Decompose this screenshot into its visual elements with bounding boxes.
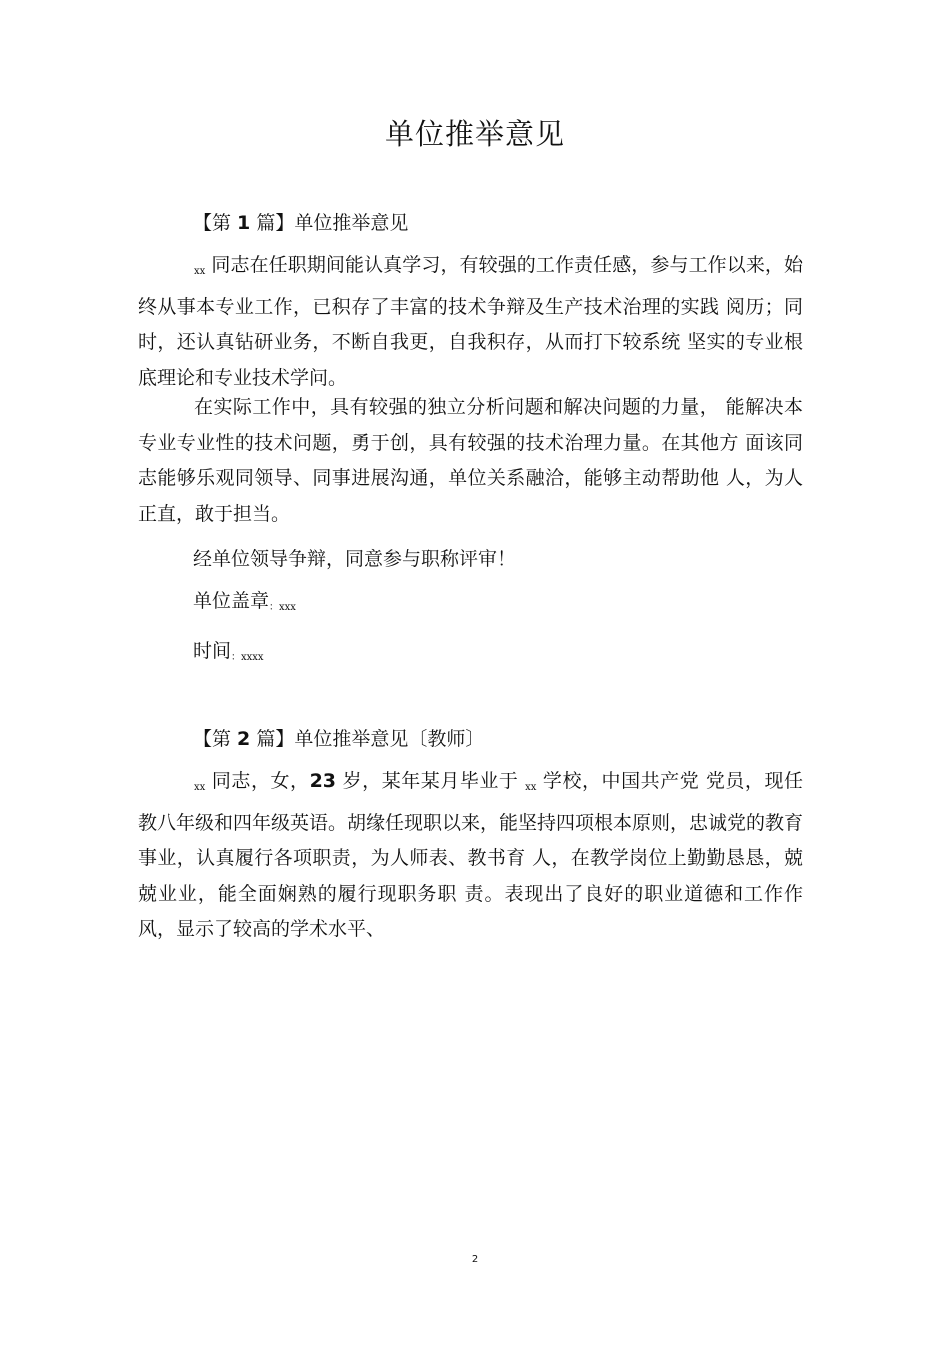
paragraph-text: 同志在任职期间能认真学习，有较强的工作责任感，参与工作以来，始终从事本专业工作，已积存了丰富的技术争辩及生产技术治理的实践 阅历；同时，还认真钻研业务，不断自我更，自我积存，从而打下较系统 坚实的专业根底理论和专业技术学问。 <box>138 254 803 389</box>
heading-text: 篇】单位推举意见〔教师〕 <box>250 728 485 750</box>
time-label: 时间 <box>193 640 232 662</box>
section-1-paragraph-2: 在实际工作中，具有较强的独立分析问题和解决问题的力量， 能解决本专业专业性的技术问题，勇于创，具有较强的技术治理力量。在其他方 面该同志能够乐观同领导、同事进展沟通，单位关系融洽，能够主动帮助他 人，为人正直，敢于担当。 <box>138 396 803 525</box>
document-title: 单位推举意见 <box>384 117 565 151</box>
seal-line <box>193 586 296 613</box>
section-number: 1 <box>237 212 251 234</box>
heading-bracket-open: 【第 <box>193 212 238 234</box>
section-2-paragraph <box>138 764 803 948</box>
heading-text: 篇】单位推举意见 <box>250 212 409 234</box>
paragraph-text: 岁，某年某月毕业于 <box>336 770 526 792</box>
heading-bracket-open: 【第 <box>193 728 238 750</box>
paragraph-text: 同志，女， <box>205 770 310 792</box>
seal-label: 单位盖章 <box>193 590 270 612</box>
page-number: 2 <box>471 1254 479 1265</box>
time-line <box>193 636 264 663</box>
time-value: ：xxxx <box>231 652 264 663</box>
seal-value: ：xxx <box>269 602 296 613</box>
approval-statement: 经单位领导争辩，同意参与职称评审！ <box>193 548 517 570</box>
age-value: 23 <box>309 770 337 792</box>
section-2-heading <box>193 724 484 751</box>
school-placeholder: xx <box>525 782 537 793</box>
section-1-heading <box>193 208 408 235</box>
paragraph-text: 学校，中国共产党 党员，现任教八年级和四年级英语。胡缘任现职以来，能坚持四项根本原则，忠诚党的教育事业，认真履行各项职责，为人师表、教书育 人，在教学岗位上勤勤恳恳，兢兢业业，能全面娴熟的履行现职务职 责。表现出了良好的职业道德和工作作风，显示了较高的学术水平、 <box>138 770 804 940</box>
name-placeholder: xx <box>194 782 206 793</box>
section-number: 2 <box>237 728 251 750</box>
section-1-paragraph-1 <box>138 248 803 396</box>
name-placeholder: xx <box>194 266 206 277</box>
